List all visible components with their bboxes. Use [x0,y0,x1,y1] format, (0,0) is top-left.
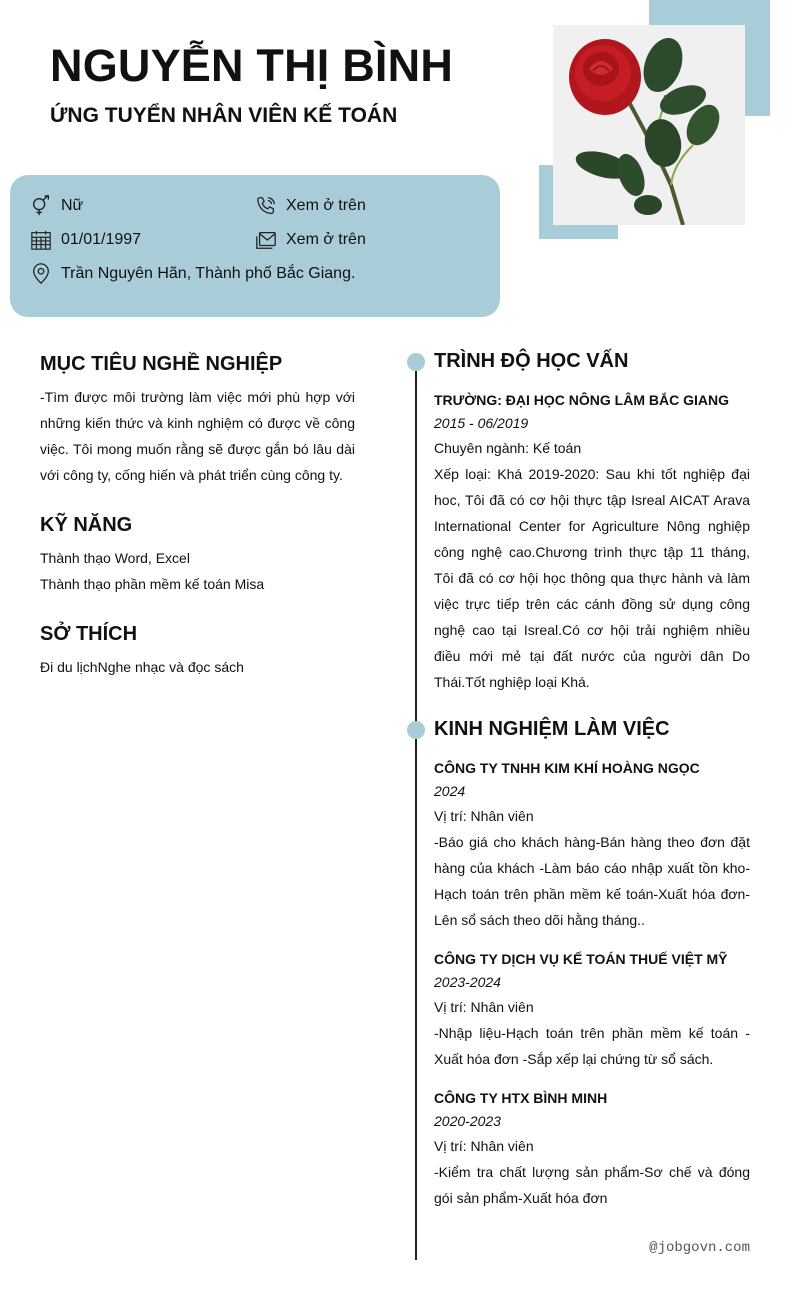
education-title: TRÌNH ĐỘ HỌC VẤN [434,350,629,372]
gender-value: Nữ [61,197,84,214]
job-company: CÔNG TY HTX BÌNH MINH [434,1090,608,1106]
candidate-name: NGUYỄN THỊ BÌNH [50,40,454,91]
job-title: ỨNG TUYỂN NHÂN VIÊN KẾ TOÁN [50,104,398,127]
hobbies-text: Đi du lịchNghe nhạc và đọc sách [40,659,244,675]
address-value: Trần Nguyên Hãn, Thành phố Bắc Giang. [61,265,356,282]
phone-icon [255,195,277,217]
calendar-icon [30,229,52,251]
job-description: -Kiểm tra chất lượng sản phẩm-Sơ chế và đóng gói sản phẩm-Xuất hóa đơn [434,1164,750,1206]
email-row [255,229,366,251]
job-period: 2024 [434,783,466,799]
job-company: CÔNG TY DỊCH VỤ KẾ TOÁN THUẾ VIỆT MỸ [434,951,728,967]
job-description: -Báo giá cho khách hàng-Bán hàng theo đơn đặt hàng của khách -Làm báo cáo nhập xuất tồn kho-Hạch toán trên phần mềm kế toán-Xuất hóa đơn-Lên sổ sách theo dõi hằng tháng.. [434,834,750,928]
skills-title: KỸ NĂNG [40,514,133,536]
timeline-dot-experience [407,721,425,739]
mail-icon [255,229,277,251]
birthday-row [30,229,141,251]
timeline-dot-education [407,353,425,371]
phone-value: Xem ở trên [286,197,366,214]
gender-icon [30,195,52,217]
school-name: TRƯỜNG: ĐẠI HỌC NÔNG LÂM BẮC GIANG [434,392,729,408]
timeline-line [415,362,417,1260]
job-description: -Nhập liệu-Hạch toán trên phần mềm kế toán -Xuất hóa đơn -Sắp xếp lại chứng từ sổ sách. [434,1025,750,1067]
location-pin-icon [30,263,52,285]
birthday-value: 01/01/1997 [61,231,142,248]
objective-title: MỤC TIÊU NGHỀ NGHIỆP [40,353,283,375]
education-period: 2015 - 06/2019 [434,415,529,431]
address-row [30,263,355,285]
skill-item: Thành thạo Word, Excel [40,550,190,566]
job-position: Vị trí: Nhân viên [434,999,534,1015]
job-company: CÔNG TY TNHH KIM KHÍ HOÀNG NGỌC [434,760,700,776]
contact-info-panel [10,175,500,317]
rose-photo [553,25,745,225]
email-value: Xem ở trên [286,231,366,248]
objective-text: -Tìm được môi trường làm việc mới phù hợp với những kiến thức và kinh nghiệm có được về công việc. Tôi mong muốn rằng sẽ được gắn bó lâu dài với công ty, cống hiến và phát triển cùng công ty. [40,389,355,483]
experience-title: KINH NGHIỆM LÀM VIỆC [434,718,670,740]
watermark: @jobgovn.com [649,1240,750,1256]
job-position: Vị trí: Nhân viên [434,808,534,824]
gender-row [30,195,83,217]
education-detail: Xếp loại: Khá 2019-2020: Sau khi tốt nghiệp đại hoc, Tôi đã có cơ hội thực tập Isreal AICAT Arava International Center for Agriculture Nông nghiệp công nghệ cao.Chương trình thực tập 11 tháng, Tôi đã có cơ hội học thông qua thực hành và làm việc trực tiếp trên các cánh đồng sử dụng công nghệ cao tại Isreal.Có cơ hội trải nghiệm nhiều điều mới mẻ tại đất nước của người dân Do Thái.Tốt nghiệp loại Khá. [434,466,750,690]
education-major: Chuyên ngành: Kế toán [434,440,582,456]
profile-photo [553,25,745,225]
phone-row [255,195,366,217]
job-period: 2023-2024 [434,974,501,990]
job-period: 2020-2023 [434,1113,501,1129]
hobbies-title: SỞ THÍCH [40,623,138,645]
job-position: Vị trí: Nhân viên [434,1138,534,1154]
skill-item: Thành thạo phần mềm kế toán Misa [40,576,265,592]
